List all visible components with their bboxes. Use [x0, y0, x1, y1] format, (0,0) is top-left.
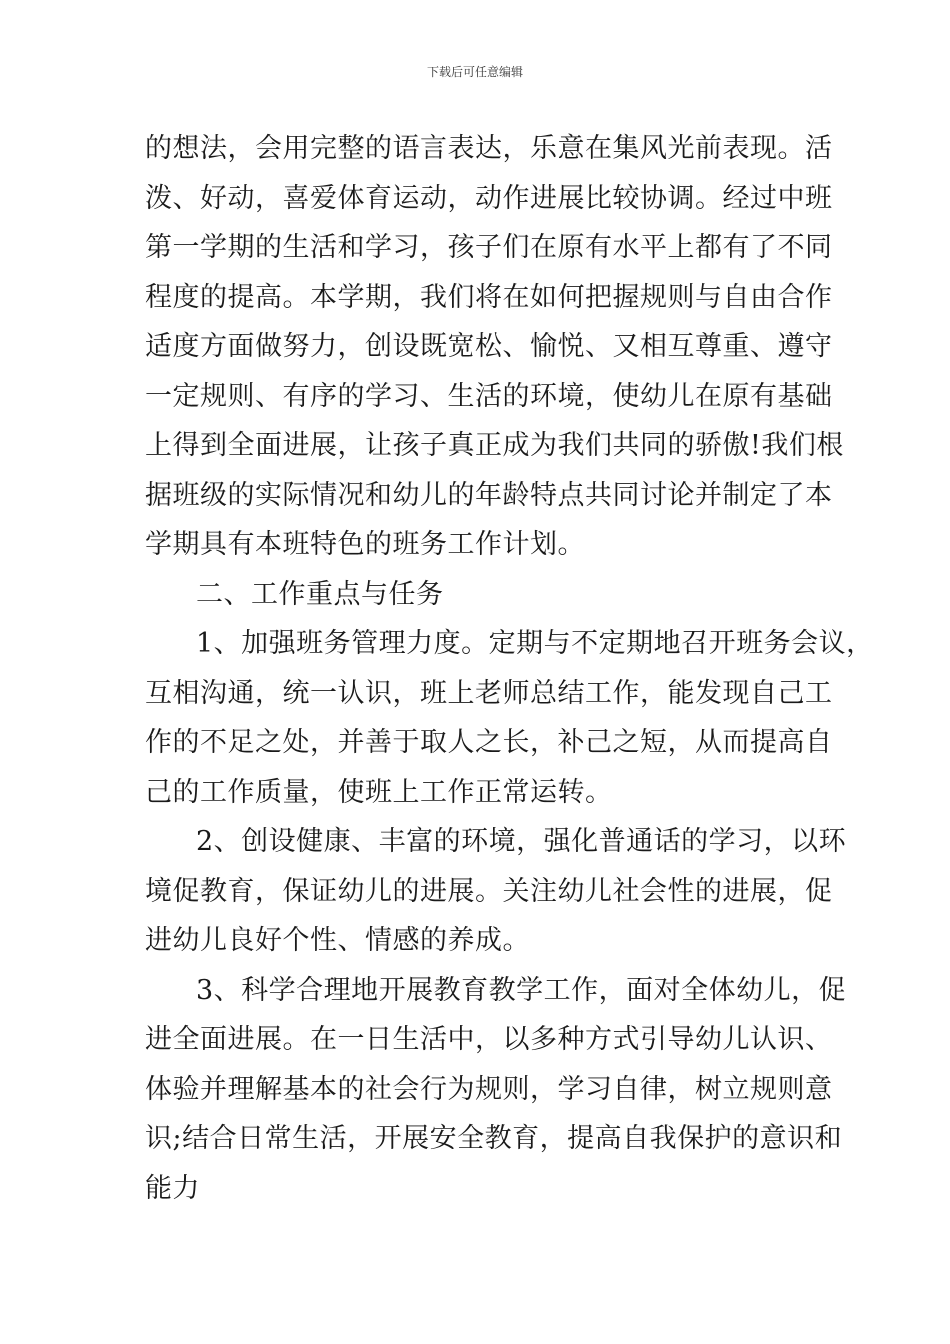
text-line: 适度方面做努力，创设既宽松、愉悦、又相互尊重、遵守	[145, 331, 833, 362]
text-line: 一定规则、有序的学习、生活的环境，使幼儿在原有基础	[145, 380, 833, 412]
page-header-note: 下载后可任意编辑	[426, 65, 523, 79]
text-line: 泼、好动，喜爱体育运动，动作进展比较协调。经过中班	[145, 182, 833, 214]
text-line: 能力	[145, 1172, 200, 1204]
text-line: 第一学期的生活和学习，孩子们在原有水平上都有了不同	[145, 232, 833, 263]
text-line: 2、创设健康、丰富的环境，强化普通话的学习，以环	[196, 826, 847, 857]
text-line: 己的工作质量，使班上工作正常运转。	[145, 776, 613, 808]
section-heading: 二、工作重点与任务	[196, 578, 444, 610]
text-line: 的想法，会用完整的语言表达，乐意在集风光前表现。活	[145, 133, 833, 164]
text-line: 进幼儿良好个性、情感的养成。	[145, 925, 530, 956]
text-line: 学期具有本班特色的班务工作计划。	[145, 529, 585, 560]
text-line: 1、加强班务管理力度。定期与不定期地召开班务会议，	[196, 628, 874, 659]
document-body	[145, 124, 874, 1213]
text-line: 3、科学合理地开展教育教学工作，面对全体幼儿，促	[196, 974, 847, 1006]
text-line: 体验并理解基本的社会行为规则，学习自律，树立规则意	[145, 1073, 833, 1105]
text-line: 境促教育，保证幼儿的进展。关注幼儿社会性的进展，促	[145, 875, 833, 907]
text-line: 进全面进展。在一日生活中，以多种方式引导幼儿认识、	[145, 1024, 833, 1055]
text-line: 据班级的实际情况和幼儿的年龄特点共同讨论并制定了本	[145, 479, 833, 511]
text-line: 程度的提高。本学期，我们将在如何把握规则与自由合作	[145, 281, 833, 313]
text-line: 互相沟通，统一认识，班上老师总结工作，能发现自己工	[145, 677, 833, 709]
text-line: 上得到全面进展，让孩子真正成为我们共同的骄傲!我们根	[145, 430, 844, 461]
text-line: 识;结合日常生活，开展安全教育，提高自我保护的意识和	[145, 1123, 843, 1154]
text-line: 作的不足之处，并善于取人之长，补己之短，从而提高自	[145, 727, 833, 758]
